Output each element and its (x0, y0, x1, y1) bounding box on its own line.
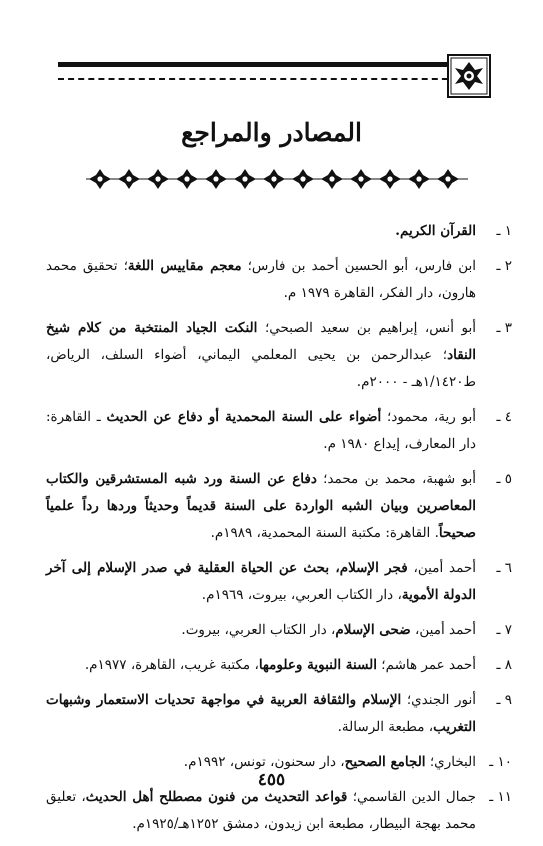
ornamental-emblem-icon (447, 54, 491, 98)
reference-text: جمال الدين القاسمي؛ (347, 789, 476, 805)
reference-text: أحمد أمين، (410, 622, 476, 638)
floral-motif-icon (408, 169, 430, 189)
reference-number: ٧ ـ (496, 622, 512, 638)
floral-motif-icon (118, 169, 140, 189)
reference-text: ـ القاهرة: دار المعارف، إيداع ١٩٨٠ م. (46, 409, 476, 452)
reference-item (46, 687, 516, 741)
page-title: المصادر والمراجع (181, 118, 362, 147)
reference-text: ، دار الكتاب العربي، بيروت. (181, 622, 336, 638)
reference-number: ٨ ـ (496, 657, 512, 673)
reference-item (46, 218, 516, 245)
reference-text: ؛ عبدالرحمن بن يحيى المعلمي اليماني، أضواء السلف، الرياض، ط١/١٤٢٠هـ - ٢٠٠٠م. (46, 347, 476, 390)
floral-motif-icon (321, 169, 343, 189)
reference-title: الإسلام والثقافة العربية في مواجهة تحديات الاستعمار وشبهات التغريب (46, 692, 476, 735)
reference-number: ١٠ ـ (489, 754, 512, 770)
reference-number: ١١ ـ (489, 789, 512, 805)
reference-title: قواعد التحديث من فنون مصطلح أهل الحديث (85, 789, 348, 805)
reference-text: أحمد أمين، (407, 560, 476, 576)
floral-motif-icon (176, 169, 198, 189)
reference-title: الجامع الصحيح (344, 754, 426, 770)
reference-item (46, 617, 516, 644)
reference-text: البخاري؛ (425, 754, 476, 770)
reference-text: ، مكتبة غريب، القاهرة، ١٩٧٧م. (84, 657, 259, 673)
reference-text: أبو شهبة، محمد بن محمد؛ (316, 471, 477, 487)
reference-item (46, 404, 516, 458)
reference-number: ٦ ـ (496, 560, 512, 576)
reference-title: القرآن الكريم. (395, 223, 476, 239)
reference-title: السنة النبوية وعلومها (258, 657, 377, 673)
reference-item (46, 652, 516, 679)
reference-text: ، دار سحنون، تونس، ١٩٩٢م. (183, 754, 345, 770)
reference-text: أبو أنس، إبراهيم بن سعيد الصبحي؛ (257, 320, 476, 336)
header-rule (58, 62, 458, 84)
floral-motif-icon (350, 169, 372, 189)
reference-text: . القاهرة: مكتبة السنة المحمدية، ١٩٨٩م. (210, 525, 439, 541)
reference-text: ابن فارس، أبو الحسين أحمد بن فارس؛ (241, 258, 476, 274)
reference-text: أحمد عمر هاشم؛ (377, 657, 476, 673)
reference-title: أضواء على السنة المحمدية أو دفاع عن الحديث (106, 409, 382, 425)
floral-motif-icon (379, 169, 401, 189)
reference-title: النكت الجياد المنتخبة من كلام شيخ النقاد (46, 320, 476, 363)
floral-motif-icon (89, 169, 111, 189)
floral-motif-icon (234, 169, 256, 189)
reference-item (46, 555, 516, 609)
reference-item (46, 315, 516, 396)
reference-item (46, 784, 516, 838)
reference-text: أنور الجندي؛ (401, 692, 476, 708)
floral-motif-icon (147, 169, 169, 189)
reference-number: ٩ ـ (496, 692, 512, 708)
reference-item (46, 466, 516, 547)
header-thick-line (58, 62, 458, 67)
reference-title: دفاع عن السنة ورد شبه المستشرقين والكتاب المعاصرين وبيان الشبه الواردة على السنة قديماً وحديثاً وردها رداً علمياً صحيحاً (46, 471, 476, 541)
floral-motif-icon (437, 169, 459, 189)
floral-motif-icon (292, 169, 314, 189)
reference-list (46, 218, 516, 846)
header-dashed-line (58, 78, 458, 80)
reference-number: ٤ ـ (496, 409, 512, 425)
reference-text: ؛ تحقيق محمد هارون، دار الفكر، القاهرة ١٩٧٩ م. (46, 258, 476, 301)
reference-text: ، دار الكتاب العربي، بيروت، ١٩٦٩م. (201, 587, 402, 603)
reference-number: ٢ ـ (496, 258, 512, 274)
reference-number: ٥ ـ (496, 471, 512, 487)
page-number: ٤٥٥ (257, 770, 286, 790)
reference-text: ، تعليق محمد بهجة البيطار، مطبعة ابن زيدون، دمشق ١٢٥٢هـ/١٩٢٥م. (46, 789, 476, 832)
reference-title: ضحى الإسلام (335, 622, 411, 638)
floral-divider-icon (86, 168, 468, 190)
reference-number: ٣ ـ (496, 320, 512, 336)
reference-item (46, 253, 516, 307)
floral-motif-icon (263, 169, 285, 189)
floral-motif-icon (205, 169, 227, 189)
reference-title: فجر الإسلام، بحث عن الحياة العقلية في صدر الإسلام إلى آخر الدولة الأموية (46, 560, 476, 603)
reference-text: أبو رية، محمود؛ (381, 409, 476, 425)
reference-number: ١ ـ (496, 223, 512, 239)
reference-title: معجم مقاييس اللغة (127, 258, 242, 274)
reference-text: ، مطبعة الرسالة. (337, 719, 434, 735)
